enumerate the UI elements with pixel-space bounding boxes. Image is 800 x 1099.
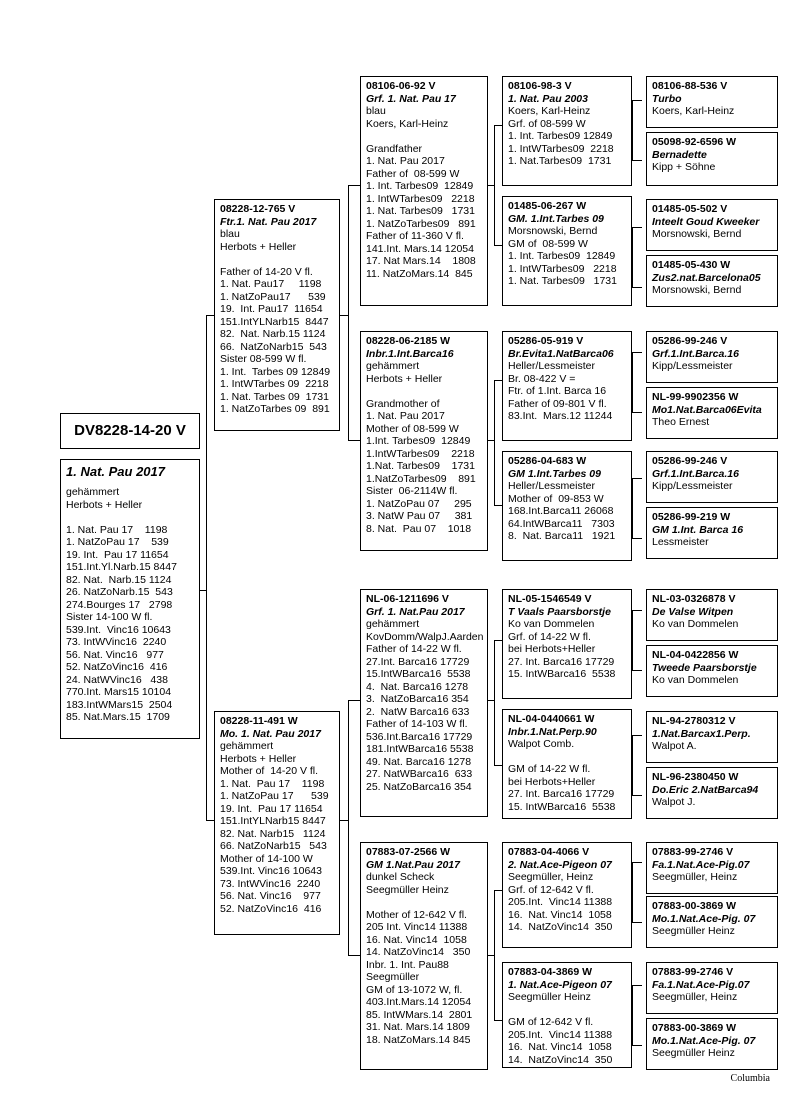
detail-line: Koers, Karl-Heinz [366, 117, 449, 130]
detail-line: Herbots + Heller [366, 372, 443, 385]
detail-line: Seegmüller Heinz [366, 883, 449, 896]
detail-line: Herbots + Heller [220, 240, 297, 253]
grandparent-name: Inbr.1.Int.Barca16 [366, 347, 454, 360]
detail-line: 52. NatZoVinc16 416 [66, 661, 168, 673]
ggp-name: GM. 1.Int.Tarbes 09 [508, 212, 604, 225]
ancestor-name: Fa.1.Nat.Ace-Pig.07 [652, 978, 750, 991]
detail-line: 1. Int. Tarbes09 12849 [508, 130, 613, 142]
ancestor-name: Mo1.Nat.Barca06Evita [652, 403, 762, 416]
detail-line: 1. NatZoPau 07 295 [366, 497, 472, 510]
detail-line: 27. Int. Barca16 17729 [508, 788, 615, 800]
ancestor-card[interactable] [646, 507, 778, 559]
ancestor-name: Bernadette [652, 148, 707, 161]
ancestor-ring-number: 07883-99-2746 V [652, 846, 734, 858]
detail-line: 1.NatZoTarbes09 891 [366, 472, 476, 485]
detail-line: Sister 06-2114W fl. [366, 485, 458, 497]
detail-line [508, 1004, 626, 1017]
ggp-name: T Vaals Paarsborstje [508, 605, 611, 618]
ancestor-name: Inteelt Goud Kweeker [652, 215, 760, 228]
detail-line: 16. Nat. Vinc14 1058 [508, 1041, 612, 1053]
subject-card[interactable] [60, 459, 200, 739]
ancestor-owner [652, 360, 772, 373]
detail-line: Grandmother of [366, 397, 440, 410]
ancestor-ring-number: NL-94-2780312 V [652, 715, 736, 727]
detail-line: 85. Nat.Mars.15 1709 [66, 711, 170, 723]
detail-line: Father of 09-801 V fl. [508, 397, 607, 410]
detail-line: Kipp + Söhne [652, 161, 716, 173]
detail-line: 1. Nat. Pau 17 1198 [66, 523, 168, 536]
detail-line: 52. NatZoVinc16 416 [220, 902, 322, 915]
ggp-name: 1. Nat. Pau 2003 [508, 92, 588, 105]
ancestor-name: 1.Nat.Barcax1.Perp. [652, 727, 751, 740]
ancestor-owner [652, 925, 772, 938]
detail-line: 1. IntWTarbes 09 2218 [220, 378, 329, 390]
detail-line: Morsnowski, Bernd [652, 228, 742, 240]
detail-line: gehämmert [220, 740, 274, 752]
ggp-ring-number: 07883-04-3869 W [508, 966, 593, 978]
detail-line: 1. Nat. Tarbes09 1731 [508, 275, 617, 287]
ancestor-ring-number: 01485-05-430 W [652, 259, 731, 271]
ancestor-owner [652, 871, 772, 884]
detail-line: Walpot Comb. [508, 738, 575, 750]
ancestor-ring-number: 08106-88-536 V [652, 80, 728, 92]
ancestor-name: Turbo [652, 92, 682, 105]
detail-line [366, 896, 482, 909]
ancestor-ring-number: NL-03-0326878 V [652, 593, 736, 605]
detail-line: 73. IntWVinc16 2240 [66, 636, 167, 648]
detail-line: Inbr. 1. Int. Pau88 [366, 958, 449, 971]
detail-line: Seegmüller Heinz [652, 1047, 735, 1059]
detail-line: Mother of 14-100 W [220, 852, 313, 865]
detail-line: 25. NatZoBarca16 354 [366, 780, 472, 793]
detail-line: 151.IntYLNarb15 8447 [220, 315, 329, 328]
ancestor-card[interactable] [646, 1018, 778, 1070]
detail-line: Father of 14-20 V fl. [220, 265, 313, 278]
ancestor-card[interactable] [646, 331, 778, 383]
grandparent-card[interactable] [360, 76, 488, 306]
detail-line: 19. Int. Pau17 11654 [220, 303, 323, 315]
subject-ring-number: DV8228-14-20 V [60, 413, 200, 449]
detail-line: 17. Nat Mars.14 1808 [366, 255, 476, 267]
detail-line: Herbots + Heller [66, 498, 143, 511]
ggp-details [508, 480, 626, 543]
ggp-name: Br.Evita1.NatBarca06 [508, 347, 614, 360]
ancestor-owner [652, 536, 772, 549]
grandparent-ring-number: 08106-06-92 V [366, 80, 436, 92]
detail-line: 536.Int.Barca16 17729 [366, 730, 473, 743]
detail-line: 11. NatZoMars.14 845 [366, 267, 473, 280]
detail-line: 1. NatZoTarbes 09 891 [220, 403, 330, 415]
ancestor-ring-number: 07883-00-3869 W [652, 900, 737, 912]
dam-name: Mo. 1. Nat. Pau 2017 [220, 727, 321, 740]
ancestor-ring-number: 01485-05-502 V [652, 203, 728, 215]
detail-line: 539.Int. Vinc16 10643 [66, 623, 171, 636]
detail-line: 27. Int. Barca16 17729 [508, 655, 615, 668]
ancestor-ring-number: 07883-99-2746 V [652, 966, 734, 978]
detail-line: 56. Nat. Vinc16 977 [66, 648, 164, 661]
detail-line: Morsnowski, Bernd [652, 284, 742, 296]
detail-line: Heller/Lessmeister [508, 360, 595, 372]
detail-line: Mother of 08-599 W [366, 422, 459, 435]
ancestor-name: Mo.1.Nat.Ace-Pig. 07 [652, 1034, 756, 1047]
detail-line: 1. Int. Tarbes09 12849 [508, 250, 616, 262]
detail-line: Seegmüller, Heinz [652, 991, 738, 1003]
ancestor-ring-number: 05286-99-219 W [652, 511, 731, 523]
detail-line: 56. Nat. Vinc16 977 [220, 890, 321, 902]
detail-line: Grf. of 08-599 W [508, 117, 586, 130]
great-grandparent-card[interactable] [502, 76, 632, 186]
grandparent-card[interactable] [360, 842, 488, 1070]
ancestor-name: De Valse Witpen [652, 605, 734, 618]
detail-line: 205 Int. Vinc14 11388 [366, 921, 468, 933]
ggp-ring-number: NL-04-0440661 W [508, 713, 595, 725]
detail-line: Seegmüller [366, 971, 420, 983]
detail-line: 1. IntWTarbes09 2218 [508, 262, 617, 275]
ancestor-card[interactable] [646, 589, 778, 641]
detail-line: Kipp/Lessmeister [652, 480, 733, 492]
ggp-details [508, 738, 626, 813]
detail-line: Heller/Lessmeister [508, 480, 595, 492]
detail-line: 181.IntWBarca16 5538 [366, 743, 474, 755]
great-grandparent-card[interactable] [502, 709, 632, 819]
detail-line: 1. Nat. Pau 17 1198 [220, 777, 325, 790]
sire-card[interactable] [214, 199, 340, 431]
detail-line: Lessmeister [652, 536, 709, 548]
ancestor-name: GM 1.Int. Barca 16 [652, 523, 744, 536]
detail-line: 1. NatZoPau17 539 [220, 290, 326, 303]
detail-line: Sister 14-100 W fl. [66, 611, 153, 623]
detail-line: 82. Nat. Narb.15 1124 [66, 573, 172, 586]
detail-line: Morsnowski, Bernd [508, 225, 598, 237]
great-grandparent-card[interactable] [502, 842, 632, 948]
detail-line: 19. Int. Pau 17 11654 [220, 802, 323, 815]
detail-line [66, 511, 194, 524]
detail-line: 15. IntWBarca16 5538 [508, 800, 616, 813]
ggp-details [508, 871, 626, 934]
ggp-ring-number: 05286-05-919 V [508, 335, 584, 347]
sire-ring-number: 08228-12-765 V [220, 203, 296, 215]
detail-line: Ko van Dommelen [652, 618, 739, 630]
ancestor-ring-number: 05286-99-246 V [652, 335, 728, 347]
detail-line: 82. Nat. Narb.15 1124 [220, 328, 326, 340]
ggp-details [508, 225, 626, 288]
detail-line: 66. NatZoNarb15 543 [220, 840, 327, 852]
ggp-details [508, 991, 626, 1066]
detail-line: 1. Int. Tarbes09 12849 [366, 180, 474, 192]
detail-line: 1. NatZoTarbes09 891 [366, 217, 476, 230]
detail-line [220, 253, 334, 266]
ggp-name: 1. Nat.Ace-Pigeon 07 [508, 978, 612, 991]
detail-line: 539.Int. Vinc16 10643 [220, 865, 322, 877]
detail-line: Kipp/Lessmeister [652, 360, 733, 372]
ancestor-ring-number: NL-96-2380450 W [652, 771, 739, 783]
detail-line: 16. Nat. Vinc14 1058 [508, 908, 612, 921]
ancestor-owner [652, 105, 772, 118]
detail-line: 1. NatZoPau 17 539 [66, 536, 169, 548]
detail-line: blau [366, 105, 386, 117]
ancestor-card[interactable] [646, 387, 778, 439]
detail-line: Seegmüller, Heinz [508, 871, 594, 883]
detail-line: 3. NatW Pau 07 381 [366, 510, 473, 522]
detail-line: 1. Nat. Tarbes 09 1731 [220, 390, 329, 403]
detail-line: 151.Int.Yl.Narb.15 8447 [66, 561, 177, 573]
detail-line: Father of 11-360 V fl. [366, 230, 464, 242]
detail-line: 168.Int.Barca11 26068 [508, 505, 614, 517]
ancestor-card[interactable] [646, 711, 778, 763]
sire-details [220, 228, 334, 416]
detail-line: Grf. of 14-22 W fl. [508, 630, 591, 643]
ancestor-name: Fa.1.Nat.Ace-Pig.07 [652, 858, 750, 871]
dam-details [220, 740, 334, 915]
detail-line: 82. Nat. Narb15 1124 [220, 827, 326, 840]
detail-line: 27.Int. Barca16 17729 [366, 655, 470, 668]
detail-line: 183.IntWMars15 2504 [66, 698, 173, 711]
detail-line: 49. Nat. Barca16 1278 [366, 755, 472, 768]
detail-line: 8. Nat. Barca11 1921 [508, 530, 616, 542]
detail-line: 1. Nat. Pau 2017 [366, 410, 445, 422]
grandparent-details [366, 871, 482, 1046]
great-grandparent-card[interactable] [502, 589, 632, 699]
ancestor-ring-number: 05098-92-6596 W [652, 136, 737, 148]
detail-line: 151.IntYLNarb15 8447 [220, 815, 326, 827]
detail-line: Koers, Karl-Heinz [508, 105, 591, 117]
ancestor-owner [652, 618, 772, 631]
detail-line: bei Herbots+Heller [508, 775, 596, 788]
ancestor-owner [652, 1047, 772, 1060]
detail-line: Mother of 12-642 V fl. [366, 908, 467, 921]
grandparent-ring-number: NL-06-1211696 V [366, 593, 449, 605]
ggp-details [508, 618, 626, 681]
detail-line: 24. NatWVinc16 438 [66, 673, 168, 686]
detail-line: 18. NatZoMars.14 845 [366, 1033, 471, 1046]
detail-line: Father of 14-103 W fl. [366, 718, 468, 730]
detail-line [508, 751, 626, 764]
ancestor-name: Mo.1.Nat.Ace-Pig. 07 [652, 912, 756, 925]
ancestor-owner [652, 674, 772, 687]
ancestor-owner [652, 740, 772, 753]
detail-line: 1.IntWTarbes09 2218 [366, 447, 475, 460]
ggp-ring-number: NL-05-1546549 V [508, 593, 592, 605]
detail-line: 14. NatZoVinc14 350 [508, 1053, 613, 1066]
ggp-ring-number: 05286-04-683 W [508, 455, 587, 467]
ancestor-owner [652, 228, 772, 241]
detail-line: 27. NatWBarca16 633 [366, 768, 473, 780]
detail-line: 8. Nat. Pau 07 1018 [366, 522, 472, 535]
detail-line: 141.Int. Mars.14 12054 [366, 242, 474, 255]
ancestor-card[interactable] [646, 255, 778, 307]
ancestor-owner [652, 480, 772, 493]
detail-line: Father of 08-599 W [366, 167, 460, 180]
detail-line: 66. NatZoNarb15 543 [220, 340, 327, 353]
detail-line: 1. Int. Tarbes 09 12849 [220, 365, 331, 378]
great-grandparent-card[interactable] [502, 451, 632, 561]
ancestor-owner [652, 161, 772, 174]
detail-line: Koers, Karl-Heinz [652, 105, 735, 117]
detail-line: GM of 08-599 W [508, 237, 588, 250]
ggp-ring-number: 07883-04-4066 V [508, 846, 590, 858]
subject-name: 1. Nat. Pau 2017 [66, 464, 165, 479]
detail-line: Ftr. of 1.Int. Barca 16 [508, 385, 607, 397]
detail-line: 14. NatZoVinc14 350 [508, 921, 613, 933]
detail-line: Grf. of 12-642 V fl. [508, 883, 594, 896]
detail-line: 1. IntWTarbes09 2218 [366, 192, 475, 205]
ggp-ring-number: 08106-98-3 V [508, 80, 572, 92]
detail-line: 4. Nat. Barca16 1278 [366, 680, 469, 693]
detail-line: Theo Ernest [652, 416, 710, 428]
detail-line: 31. Nat. Mars.14 1809 [366, 1021, 470, 1033]
sire-name: Ftr.1. Nat. Pau 2017 [220, 215, 317, 228]
great-grandparent-card[interactable] [502, 962, 632, 1068]
ancestor-card[interactable] [646, 842, 778, 894]
detail-line: 2. NatW Barca16 633 [366, 705, 470, 718]
detail-line: GM of 13-1072 W, fl. [366, 983, 463, 996]
ancestor-card[interactable] [646, 645, 778, 697]
detail-line: bei Herbots+Heller [508, 643, 596, 655]
detail-line: 1.Nat. Tarbes09 1731 [366, 460, 475, 472]
detail-line: 1. Nat. Tarbes09 1731 [366, 205, 475, 217]
ancestor-card[interactable] [646, 199, 778, 251]
ancestor-card[interactable] [646, 132, 778, 186]
subject-details [66, 486, 194, 724]
detail-line: 1.Int. Tarbes09 12849 [366, 435, 471, 447]
detail-line: Walpot A. [652, 740, 697, 752]
ancestor-card[interactable] [646, 896, 778, 948]
ancestor-owner [652, 284, 772, 297]
detail-line: 14. NatZoVinc14 350 [366, 946, 471, 958]
grandparent-card[interactable] [360, 331, 488, 551]
ancestor-name: Grf.1.Int.Barca.16 [652, 467, 739, 480]
ancestor-ring-number: 05286-99-246 V [652, 455, 728, 467]
detail-line: dunkel Scheck [366, 871, 435, 883]
detail-line: 73. IntWVinc16 2240 [220, 877, 321, 890]
detail-line: 83.Int. Mars.12 11244 [508, 410, 613, 422]
ancestor-ring-number: NL-99-9902356 W [652, 391, 739, 403]
detail-line: blau [220, 228, 240, 240]
footer-brand: Columbia [730, 1073, 770, 1084]
ancestor-owner [652, 416, 772, 429]
ancestor-ring-number: 07883-00-3869 W [652, 1022, 737, 1034]
grandparent-name: GM 1.Nat.Pau 2017 [366, 858, 460, 871]
detail-line [366, 130, 482, 143]
detail-line: Herbots + Heller [220, 752, 297, 765]
detail-line: KovDomm/WalpJ.Aarden [366, 630, 484, 643]
dam-card[interactable] [214, 711, 340, 935]
detail-line: 1. NatZoPau 17 539 [220, 790, 329, 802]
ancestor-name: Zus2.nat.Barcelona05 [652, 271, 761, 284]
detail-line: 3. NatZoBarca16 354 [366, 693, 469, 705]
ggp-ring-number: 01485-06-267 W [508, 200, 587, 212]
detail-line: Sister 08-599 W fl. [220, 353, 307, 365]
detail-line: Walpot J. [652, 796, 696, 808]
ancestor-card[interactable] [646, 767, 778, 819]
grandparent-card[interactable] [360, 589, 488, 817]
ancestor-owner [652, 991, 772, 1004]
detail-line: 1. Nat. Pau17 1198 [220, 278, 322, 290]
detail-line: 1. Nat. Pau 2017 [366, 155, 445, 167]
ancestor-name: Do.Eric 2.NatBarca94 [652, 783, 759, 796]
detail-line: Grandfather [366, 142, 423, 155]
detail-line: 274.Bourges 17 2798 [66, 598, 173, 611]
detail-line: gehämmert [66, 486, 120, 498]
detail-line: GM of 14-22 W fl. [508, 763, 591, 775]
ancestor-ring-number: NL-04-0422856 W [652, 649, 739, 661]
grandparent-ring-number: 08228-06-2185 W [366, 335, 451, 347]
detail-line: Ko van Dommelen [652, 674, 739, 686]
detail-line: Seegmüller, Heinz [652, 871, 738, 883]
detail-line: gehämmert [366, 360, 420, 372]
detail-line: 205.Int. Vinc14 11388 [508, 896, 613, 908]
grandparent-ring-number: 07883-07-2566 W [366, 846, 451, 858]
detail-line: 64.IntWBarca11 7303 [508, 517, 615, 530]
ggp-name: Inbr.1.Nat.Perp.90 [508, 725, 597, 738]
ancestor-card[interactable] [646, 451, 778, 503]
grandparent-details [366, 618, 482, 793]
detail-line: Br. 08-422 V = [508, 372, 576, 385]
detail-line: 403.Int.Mars.14 12054 [366, 996, 472, 1008]
detail-line: 1. IntWTarbes09 2218 [508, 142, 614, 155]
detail-line: Mother of 14-20 V fl. [220, 765, 319, 777]
ancestor-name: Tweede Paarsborstje [652, 661, 757, 674]
grandparent-name: Grf. 1. Nat. Pau 17 [366, 92, 456, 105]
ancestor-owner [652, 796, 772, 809]
detail-line: 15.IntWBarca16 5538 [366, 668, 471, 680]
detail-line: 16. Nat. Vinc14 1058 [366, 933, 467, 946]
ggp-details [508, 360, 626, 423]
detail-line: Seegmüller Heinz [652, 925, 735, 937]
dam-ring-number: 08228-11-491 W [220, 715, 298, 727]
detail-line: 26. NatZoNarb.15 543 [66, 586, 173, 598]
ancestor-name: Grf.1.Int.Barca.16 [652, 347, 739, 360]
ggp-name: GM 1.Int.Tarbes 09 [508, 467, 601, 480]
detail-line: Seegmüller Heinz [508, 991, 591, 1003]
detail-line: Father of 14-22 W fl. [366, 643, 462, 655]
ancestor-card[interactable] [646, 962, 778, 1014]
grandparent-name: Grf. 1. Nat.Pau 2017 [366, 605, 465, 618]
detail-line: 1. Nat.Tarbes09 1731 [508, 155, 612, 167]
ancestor-card[interactable] [646, 76, 778, 128]
great-grandparent-card[interactable] [502, 331, 632, 441]
detail-line: GM of 12-642 V fl. [508, 1016, 594, 1028]
detail-line: 770.Int. Mars15 10104 [66, 686, 172, 698]
detail-line: 19. Int. Pau 17 11654 [66, 548, 169, 561]
great-grandparent-card[interactable] [502, 196, 632, 306]
detail-line: 205.Int. Vinc14 11388 [508, 1028, 613, 1041]
grandparent-details [366, 360, 482, 535]
grandparent-details [366, 105, 482, 280]
detail-line [366, 385, 482, 398]
ggp-name: 2. Nat.Ace-Pigeon 07 [508, 858, 612, 871]
detail-line: Mother of 09-853 W [508, 492, 604, 505]
detail-line: 85. IntWMars.14 2801 [366, 1008, 473, 1021]
detail-line: gehämmert [366, 618, 420, 630]
detail-line: Ko van Dommelen [508, 618, 595, 630]
ggp-details [508, 105, 626, 168]
detail-line: 15. IntWBarca16 5538 [508, 668, 616, 680]
